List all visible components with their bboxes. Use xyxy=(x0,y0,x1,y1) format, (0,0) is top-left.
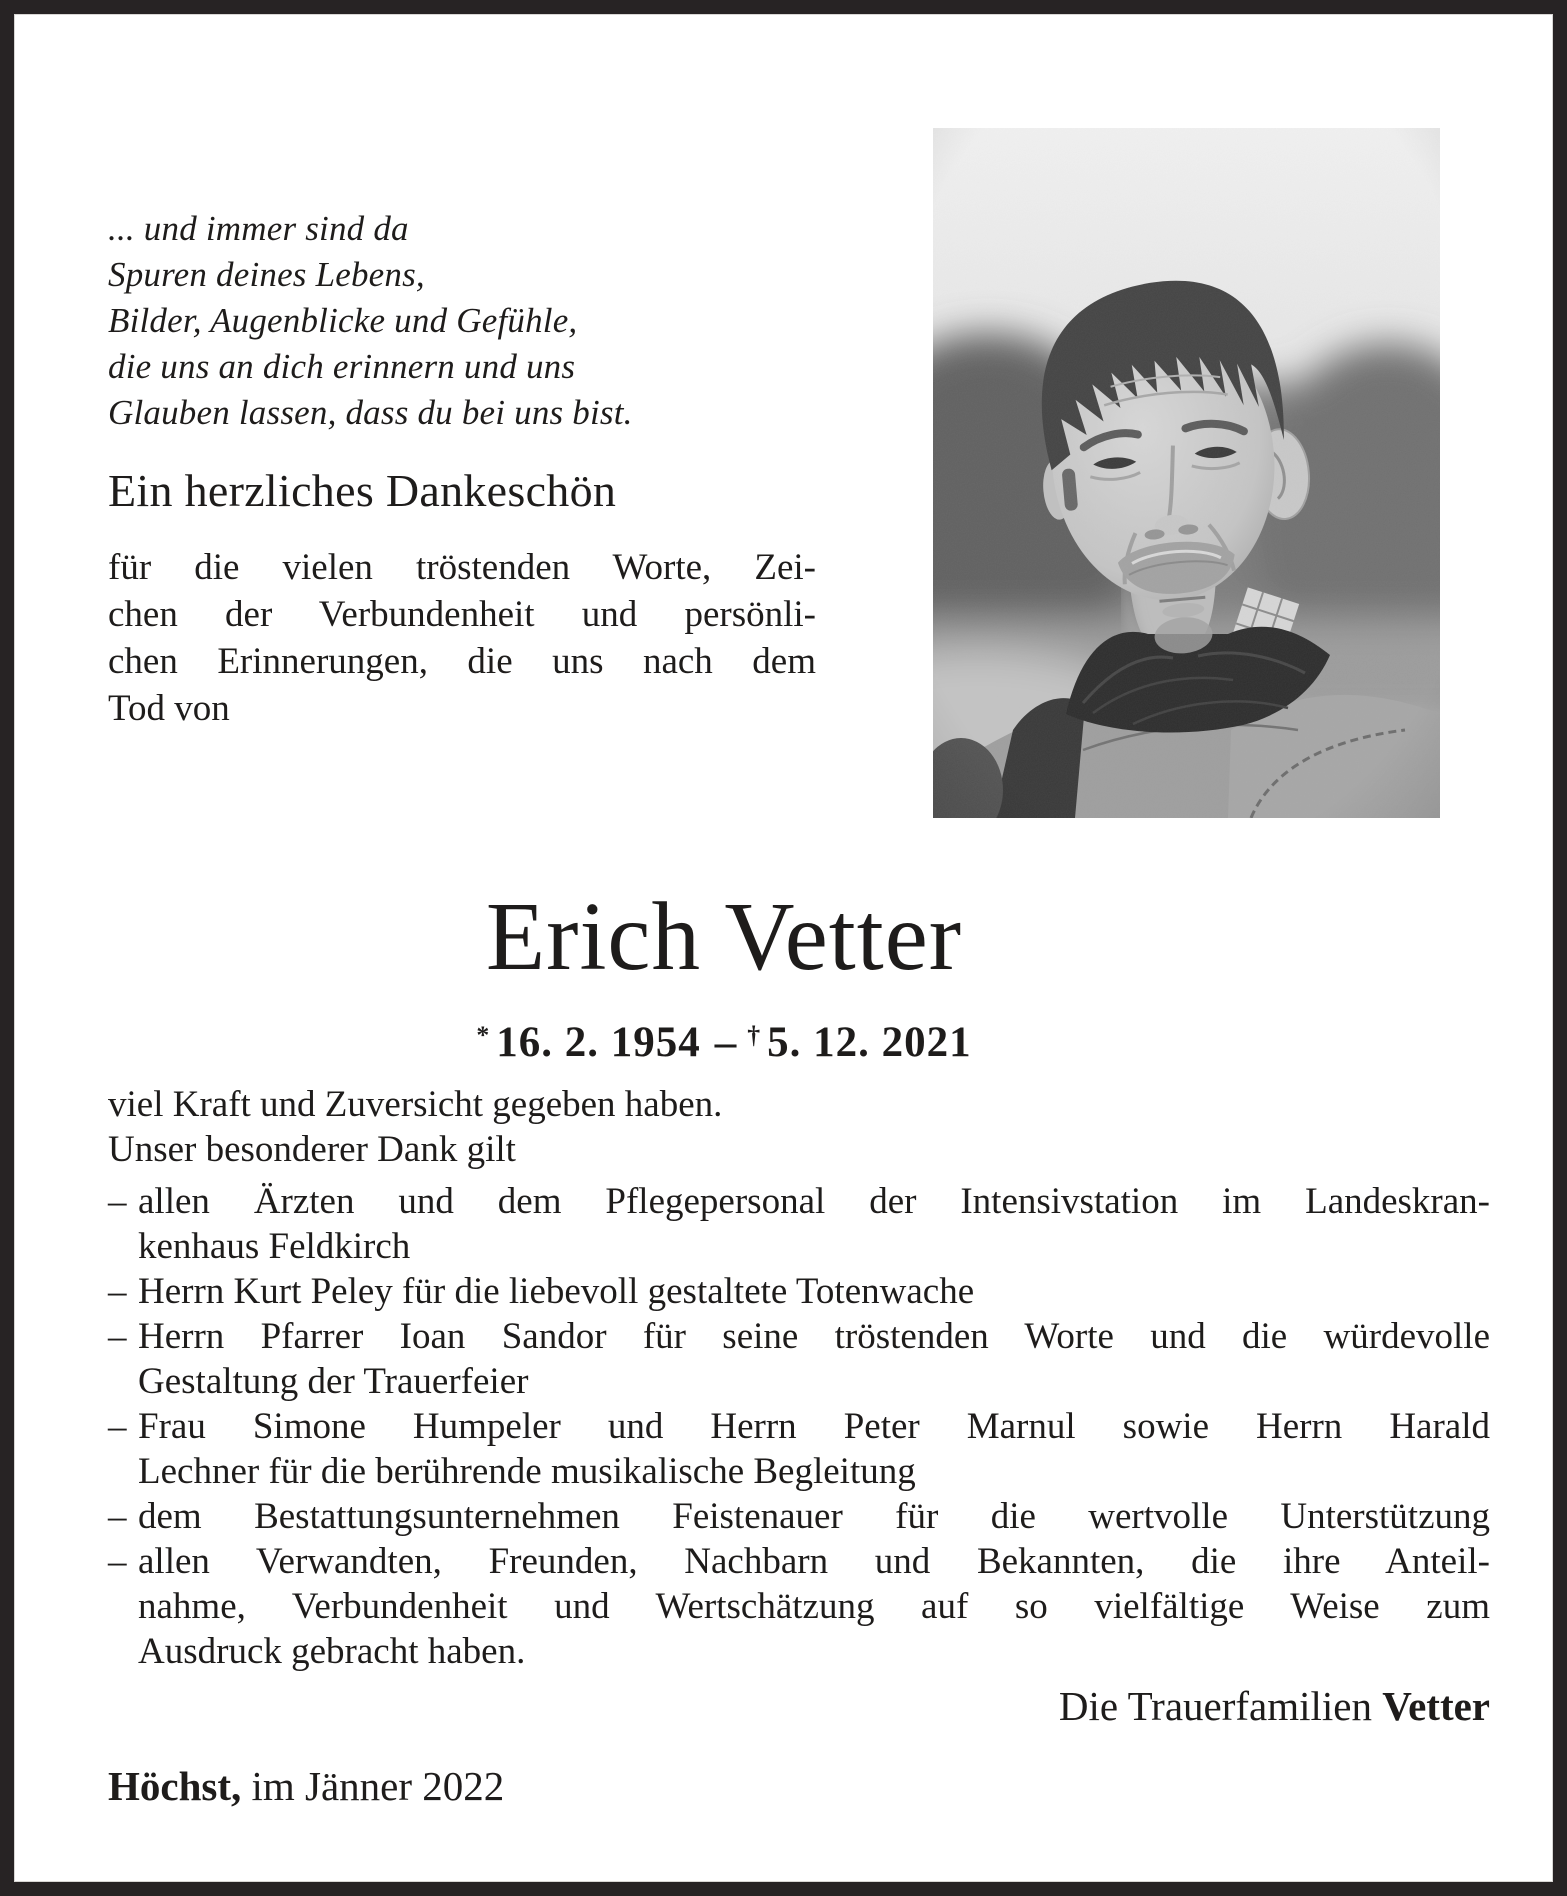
gratitude-line: viel Kraft und Zuversicht gegeben haben. xyxy=(108,1084,723,1125)
deceased-block xyxy=(108,883,1490,1067)
list-item-line: dem Bestattungsunternehmen Feistenauer für die wertvolle Unterstützung xyxy=(138,1496,1490,1537)
list-item-line: Gestaltung der Trauerfeier xyxy=(138,1361,529,1402)
place-date-line xyxy=(108,1762,504,1810)
poem-line: Spuren deines Lebens, xyxy=(108,255,425,294)
list-item-line: Ausdruck gebracht haben. xyxy=(138,1631,526,1672)
list-item xyxy=(108,1539,1490,1674)
acknowledgement-list xyxy=(108,1179,1490,1674)
thanks-intro xyxy=(108,544,816,732)
intro-line: chen Erinnerungen, die uns nach dem xyxy=(108,641,816,682)
list-dash: – xyxy=(108,1406,127,1447)
list-item xyxy=(108,1314,1490,1404)
death-symbol: † xyxy=(747,1019,762,1049)
list-dash: – xyxy=(108,1496,127,1537)
date-separator: – xyxy=(714,1019,738,1066)
date-text: im Jänner 2022 xyxy=(251,1763,505,1809)
poem-line: Glauben lassen, dass du bei uns bist. xyxy=(108,393,633,432)
list-item xyxy=(108,1269,1490,1314)
list-item-line: Lechner für die berührende musikalische Begleitung xyxy=(138,1451,916,1492)
list-dash: – xyxy=(108,1181,127,1222)
intro-line: chen der Verbundenheit und persönli- xyxy=(108,594,816,635)
list-item-line: allen Ärzten und dem Pflegepersonal der Intensivstation im Landeskran- xyxy=(138,1181,1490,1222)
thanks-heading: Ein herzliches Dankeschön xyxy=(108,465,617,516)
family-prefix: Die Trauerfamilien xyxy=(1058,1683,1372,1729)
deceased-name: Erich Vetter xyxy=(485,883,963,990)
death-date: 5. 12. 2021 xyxy=(767,1019,972,1066)
portrait-photo-illustration xyxy=(933,128,1440,818)
list-item xyxy=(108,1494,1490,1539)
gratitude-text xyxy=(108,1082,722,1172)
place-name: Höchst, xyxy=(108,1763,242,1809)
intro-line: Tod von xyxy=(108,688,230,729)
list-dash: – xyxy=(108,1316,127,1357)
birth-date: 16. 2. 1954 xyxy=(496,1019,701,1066)
list-dash: – xyxy=(108,1541,127,1582)
life-dates xyxy=(108,1018,1340,1067)
list-item-line: allen Verwandten, Freunden, Nachbarn und Bekannten, die ihre Anteil- xyxy=(138,1541,1490,1582)
list-item-line: nahme, Verbundenheit und Wertschätzung auf so vielfältige Weise zum xyxy=(138,1586,1490,1627)
list-item-line: Herrn Pfarrer Ioan Sandor für seine tröstenden Worte und die würdevolle xyxy=(138,1316,1490,1357)
list-item-line: Herrn Kurt Peley für die liebevoll gestaltete Totenwache xyxy=(138,1271,975,1312)
poem-line: die uns an dich erinnern und uns xyxy=(108,347,576,386)
memorial-poem xyxy=(108,206,633,436)
intro-line: für die vielen tröstenden Worte, Zei- xyxy=(108,547,816,588)
gratitude-line: Unser besonderer Dank gilt xyxy=(108,1129,516,1170)
list-item-line: Frau Simone Humpeler und Herrn Peter Marnul sowie Herrn Harald xyxy=(138,1406,1490,1447)
list-item xyxy=(108,1404,1490,1494)
closing-family-line xyxy=(1059,1682,1490,1730)
poem-line: Bilder, Augenblicke und Gefühle, xyxy=(108,301,578,340)
portrait-photo xyxy=(933,128,1440,818)
list-dash: – xyxy=(108,1271,127,1312)
list-item xyxy=(108,1179,1490,1269)
list-item-line: kenhaus Feldkirch xyxy=(138,1226,411,1267)
poem-line: ... und immer sind da xyxy=(108,209,409,248)
family-name: Vetter xyxy=(1382,1683,1490,1729)
birth-symbol: * xyxy=(476,1019,491,1049)
